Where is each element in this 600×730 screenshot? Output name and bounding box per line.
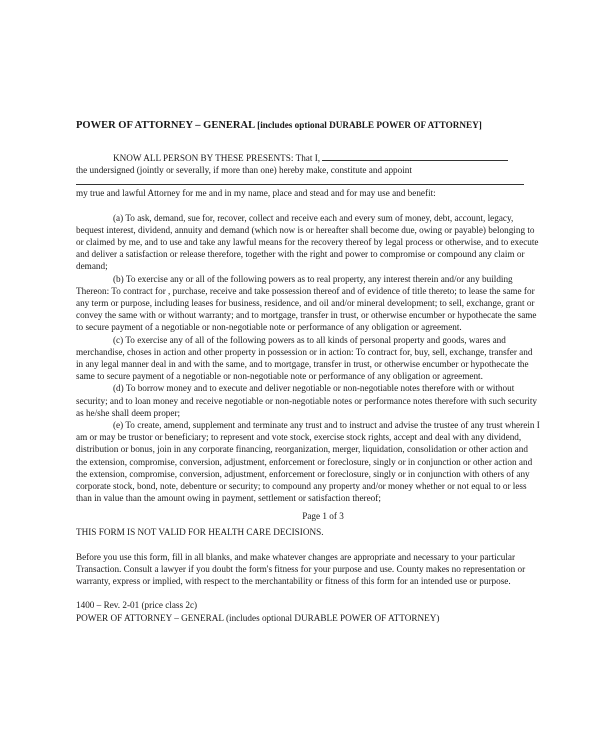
clause-d: (d) To borrow money and to execute and deliver negotiable or non-negotiable notes therefore with or without security; and to loan money and receive negotiable or non-negotiable notes or performance notes therefore with such security as he/she shall deem proper; (76, 383, 537, 418)
intro-line-1 (76, 151, 540, 164)
attorney-blank-line (76, 178, 524, 185)
name-blank-line (322, 151, 508, 161)
document-title (76, 120, 540, 131)
disclaimer-paragraph: Before you use this form, fill in all blanks, and make whatever changes are appropriate and necessary to your particular Transaction. Consult a lawyer if you doubt the form's fitness for your purpose and use. County makes no representation or warranty, express or implied, with respect to the merchantability or fitness of this form for an intended use or purpose. (76, 551, 526, 587)
clause-e: (e) To create, amend, supplement and terminate any trust and to instruct and advise the trustee of any trust wherein I am or may be trustor or beneficiary; to represent and vote stock, exercise stock rights, accept and deal with any dividend, distribution or bonus, join in any corporate financing, reorganization, merger, liquidation, consolidation or other action and the extension, compromise, conversion, adjustment, enforcement or foreclosure, singly or in conjunction or other action and the extension, compromise, conversion, adjustment, enforcement or foreclosure, singly or in conjunction with others of any corporate stock, bond, note, debenture or security; to compound any property and/or money whether or not equal to or less than in value than the amount owing in payment, settlement or satisfaction thereof; (76, 420, 540, 504)
title-main: POWER OF ATTORNEY – GENERAL (76, 120, 255, 131)
intro-blank-row (76, 176, 540, 187)
page-number: Page 1 of 3 (302, 511, 344, 522)
intro-text-1: KNOW ALL PERSON BY THESE PRESENTS: That I, (113, 153, 321, 163)
health-care-notice: THIS FORM IS NOT VALID FOR HEALTH CARE DECISIONS. (76, 527, 324, 538)
footer-form-title: POWER OF ATTORNEY – GENERAL (includes optional DURABLE POWER OF ATTORNEY) (76, 612, 440, 623)
clause-c: (c) To exercise any of all of the following powers as to all kinds of personal property and goods, wares and merchandise, choses in action and other property in possession or in action: To contract for, buy, sell, exchange, transfer and in any legal manner deal in and with the same, and to mortgage, transfer in trust, or otherwise encumber or hypothecate the same to secure payment of a negotiable or non-negotiable note or performance of any obligation or agreement. (76, 334, 533, 382)
title-subtitle: [includes optional DURABLE POWER OF ATTORNEY] (257, 120, 482, 130)
intro-line-2 (76, 164, 540, 176)
footer-revision: 1400 – Rev. 2-01 (price class 2c) (76, 600, 198, 611)
clause-b: (b) To exercise any or all of the following powers as to real property, any interest therein and/or any building Thereon: To contract for , purchase, receive and take possession thereof and of evidence of title thereto; to lease the same for any term or purpose, including leases for business, residence, and oil and/or mineral development; to sell, exchange, grant or convey the same with or without warranty; and to mortgage, transfer in trust, or otherwise encumber or hypothecate the same to secure payment of a negotiable or non-negotiable note or performance of any obligation or agreement. (76, 273, 537, 333)
intro-text-3: my true and lawful Attorney for me and in my name, place and stead and for may use and benefit: (76, 188, 436, 199)
intro-text-2: the undersigned (jointly or severally, if more than one) hereby make, constitute and appoint (76, 165, 412, 176)
intro-line-3 (76, 187, 540, 199)
clause-a: (a) To ask, demand, sue for, recover, collect and receive each and every sum of money, debt, account, legacy, bequest interest, dividend, annuity and demand (which now is or hereafter shall become due, owing or payable) belonging to or claimed by me, and to use and take any lawful means for the recovery thereof by legal process or otherwise, and to execute and deliver a satisfaction or release therefore, together with the right and power to compromise or compound any claim or demand; (76, 212, 539, 272)
